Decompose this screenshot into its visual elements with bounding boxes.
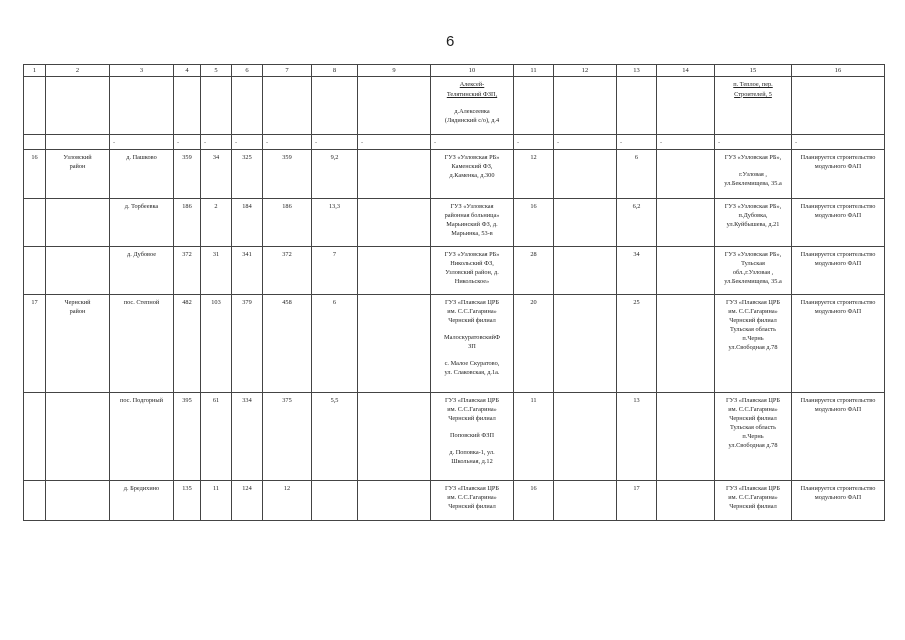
distance-cell: 6 [312, 294, 358, 392]
col7-cell: 458 [263, 294, 312, 392]
cell-line: ГУЗ «Плавская ЦРБ [444, 298, 499, 306]
cell-line: им. С.С.Гагарина» [447, 405, 497, 413]
col14-cell [657, 480, 715, 520]
cell-line: ГУЗ «Плавская ЦРБ [444, 484, 499, 492]
col14-cell [657, 246, 715, 294]
cell-line: ГУЗ «Узловская РБ» [444, 250, 500, 258]
address-cell [715, 480, 792, 520]
district-cell [46, 149, 110, 198]
cell-line: модульного ФАП [814, 211, 862, 219]
facility-cell [431, 480, 514, 520]
cell-line: ул.Беклемищева, 35.а [724, 179, 782, 187]
table-row [24, 198, 885, 246]
facility-cell [431, 294, 514, 392]
dash-cell: - [792, 135, 885, 149]
header-cell: 15 [715, 65, 792, 77]
cell-line: районная больница» [444, 211, 500, 219]
col6-cell: 341 [232, 246, 263, 294]
note-cell [792, 294, 885, 392]
col12-cell [554, 198, 617, 246]
col9-cell [358, 392, 431, 480]
note-cell [792, 198, 885, 246]
address-cell [715, 246, 792, 294]
cell-line: модульного ФАП [814, 259, 862, 267]
cell-line: Планируется строительство [800, 250, 876, 258]
address-line: п. Теплое, пер. [733, 81, 773, 89]
cell-line: ГУЗ «Плавская ЦРБ [444, 396, 499, 404]
col7-cell: 12 [263, 480, 312, 520]
cell-line: п.Дубовка, [738, 211, 768, 219]
col5-cell: 34 [201, 149, 232, 198]
table-row [24, 149, 885, 198]
col11-cell: 16 [514, 480, 554, 520]
cell-line: модульного ФАП [814, 162, 862, 170]
col6-cell: 325 [232, 149, 263, 198]
col12-cell [554, 294, 617, 392]
continuation-row [24, 77, 885, 135]
col7-cell: 359 [263, 149, 312, 198]
header-cell: 11 [514, 65, 554, 77]
col12-cell [554, 392, 617, 480]
facility-line: д.Алексеевка [454, 107, 490, 115]
col11-cell: 20 [514, 294, 554, 392]
dash-cell: - [110, 135, 174, 149]
dash-cell: - [514, 135, 554, 149]
cell-line: им. С.С.Гагарина» [447, 307, 497, 315]
dash-cell: - [715, 135, 792, 149]
dash-cell: - [174, 135, 201, 149]
col5-cell: 103 [201, 294, 232, 392]
header-row [24, 65, 885, 77]
header-cell: 13 [617, 65, 657, 77]
header-cell: 9 [358, 65, 431, 77]
table-row [24, 294, 885, 392]
cell-line: обл.,г.Узловая , [732, 268, 774, 276]
col11-cell: 16 [514, 198, 554, 246]
cell-line: район [69, 307, 86, 315]
cell-line: Никольское» [454, 277, 490, 285]
distance-cell: 7 [312, 246, 358, 294]
col13-cell: 34 [617, 246, 657, 294]
cell-line: ЗП [468, 343, 476, 351]
facility-line: Алексей- [459, 81, 485, 89]
address-cell [715, 392, 792, 480]
settlement-cell: д. Дубовое [110, 246, 174, 294]
cell-line: Чернский филиал [729, 502, 777, 510]
col4-cell: 372 [174, 246, 201, 294]
col12-cell [554, 246, 617, 294]
col5-cell: 31 [201, 246, 232, 294]
cell-line: ГУЗ «Узловская РБ», [724, 250, 782, 258]
cell-line: район [69, 162, 86, 170]
cell-line: Чернский филиал [729, 316, 777, 324]
cell-line: Планируется строительство [800, 484, 876, 492]
row-number-cell [24, 480, 46, 520]
col4-cell: 186 [174, 198, 201, 246]
col11-cell: 12 [514, 149, 554, 198]
col9-cell [358, 246, 431, 294]
settlement-cell: д. Торбеевка [110, 198, 174, 246]
cell-line: модульного ФАП [814, 307, 862, 315]
cell-line: ул.Свободная д.78 [728, 344, 778, 352]
settlement-cell: пос. Степной [110, 294, 174, 392]
facility-cell [431, 198, 514, 246]
col13-cell: 6 [617, 149, 657, 198]
cell-line: Узловский [63, 153, 92, 161]
cell-line: Узловский район, д. [445, 268, 499, 276]
cell-line: Поповский ФЗП [450, 431, 494, 439]
cell-line: ГУЗ «Узловская [450, 202, 494, 210]
facility-line: (Лядинский с/о), д.4 [444, 116, 500, 124]
col12-cell [554, 149, 617, 198]
address-line: Строителей, 5 [734, 90, 772, 98]
col5-cell: 11 [201, 480, 232, 520]
distance-cell: 9,2 [312, 149, 358, 198]
col13-cell: 6,2 [617, 198, 657, 246]
cell-line: МалоскуратовскийФ [444, 333, 500, 341]
address-cell [715, 77, 792, 135]
col6-cell: 124 [232, 480, 263, 520]
cell-line: Тульская область [730, 325, 776, 333]
page-number: 6 [446, 33, 455, 50]
header-cell: 3 [110, 65, 174, 77]
cell-line: им. С.С.Гагарина» [728, 493, 778, 501]
col9-cell [358, 149, 431, 198]
col14-cell [657, 149, 715, 198]
col7-cell: 375 [263, 392, 312, 480]
distance-cell: 13,3 [312, 198, 358, 246]
settlement-cell: д. Пашково [110, 149, 174, 198]
note-cell [792, 246, 885, 294]
cell-line: им. С.С.Гагарина» [447, 493, 497, 501]
dash-cell: - [232, 135, 263, 149]
header-cell: 5 [201, 65, 232, 77]
col14-cell [657, 392, 715, 480]
cell-line: ГУЗ «Узловская РБ» [444, 153, 500, 161]
col11-cell: 28 [514, 246, 554, 294]
cell-line: п.Чернь [742, 335, 764, 343]
cell-line: модульного ФАП [814, 405, 862, 413]
cell-line: ул.Беклемищева, 35.а [724, 277, 782, 285]
dash-cell: - [554, 135, 617, 149]
cell-line: им. С.С.Гагарина» [728, 307, 778, 315]
distance-cell: 5,5 [312, 392, 358, 480]
cell-line: Тульская область [730, 423, 776, 431]
cell-line: г.Узловая , [739, 170, 767, 178]
col6-cell: 334 [232, 392, 263, 480]
col13-cell: 17 [617, 480, 657, 520]
col5-cell: 61 [201, 392, 232, 480]
settlement-cell: д. Бредихино [110, 480, 174, 520]
district-cell [46, 294, 110, 392]
table-row [24, 392, 885, 480]
cell-line: Чернский [64, 298, 91, 306]
cell-line: п.Чернь [742, 433, 764, 441]
cell-line: Планируется строительство [800, 153, 876, 161]
col14-cell [657, 294, 715, 392]
cell-line: д.Каменка, д.300 [449, 171, 495, 179]
cell-line: ГУЗ «Узловская РБ», [724, 153, 782, 161]
dash-row [24, 135, 885, 149]
header-cell: 7 [263, 65, 312, 77]
facility-cell [431, 392, 514, 480]
cell-line: с. Малое Скуратово, [444, 360, 500, 368]
row-number-cell [24, 392, 46, 480]
note-cell [792, 149, 885, 198]
cell-line: Марьинка, 53-в [451, 229, 493, 237]
row-number-cell: 16 [24, 149, 46, 198]
district-cell [46, 198, 110, 246]
col13-cell: 13 [617, 392, 657, 480]
row-number-cell [24, 246, 46, 294]
table-row [24, 480, 885, 520]
address-cell [715, 149, 792, 198]
district-cell [46, 480, 110, 520]
cell-line: Планируется строительство [800, 202, 876, 210]
cell-line: Школьная, д.12 [451, 458, 493, 466]
col14-cell [657, 198, 715, 246]
dash-cell: - [617, 135, 657, 149]
header-cell: 12 [554, 65, 617, 77]
distance-cell [312, 480, 358, 520]
cell-line: Тульская [741, 259, 765, 267]
cell-line: Чернский филиал [448, 502, 496, 510]
cell-line: модульного ФАП [814, 493, 862, 501]
facility-cell [431, 77, 514, 135]
col4-cell: 395 [174, 392, 201, 480]
dash-cell: - [201, 135, 232, 149]
facility-cell [431, 246, 514, 294]
dash-cell: - [312, 135, 358, 149]
address-cell [715, 198, 792, 246]
col9-cell [358, 198, 431, 246]
col9-cell [358, 480, 431, 520]
facility-line: Телятинский ФЗП, [446, 90, 498, 98]
cell-line: д. Поповка-1, ул. [449, 449, 495, 457]
settlement-cell: пос. Подгорный [110, 392, 174, 480]
cell-line: Чернский филиал [448, 316, 496, 324]
col13-cell: 25 [617, 294, 657, 392]
dash-cell: - [358, 135, 431, 149]
dash-cell: - [431, 135, 514, 149]
col5-cell: 2 [201, 198, 232, 246]
district-cell [46, 246, 110, 294]
cell-line: ГУЗ «Плавская ЦРБ [725, 298, 780, 306]
header-cell: 16 [792, 65, 885, 77]
cell-line: Чернский филиал [448, 414, 496, 422]
dash-cell: - [657, 135, 715, 149]
col4-cell: 359 [174, 149, 201, 198]
header-cell: 6 [232, 65, 263, 77]
col12-cell [554, 480, 617, 520]
address-cell [715, 294, 792, 392]
col6-cell: 184 [232, 198, 263, 246]
cell-line: ул.Куйбышева, д.21 [726, 220, 780, 228]
col7-cell: 372 [263, 246, 312, 294]
data-table [23, 64, 885, 521]
cell-line: ГУЗ «Узловская РБ», [724, 202, 782, 210]
col11-cell: 11 [514, 392, 554, 480]
dash-cell: - [263, 135, 312, 149]
row-number-cell [24, 198, 46, 246]
col4-cell: 135 [174, 480, 201, 520]
header-cell: 14 [657, 65, 715, 77]
header-cell: 2 [46, 65, 110, 77]
facility-cell [431, 149, 514, 198]
cell-line: Никольский ФЗ, [450, 259, 494, 267]
district-cell [46, 392, 110, 480]
cell-line: Планируется строительство [800, 396, 876, 404]
col6-cell: 379 [232, 294, 263, 392]
table-row [24, 246, 885, 294]
header-cell: 8 [312, 65, 358, 77]
header-cell: 10 [431, 65, 514, 77]
note-cell [792, 392, 885, 480]
header-cell: 1 [24, 65, 46, 77]
col7-cell: 186 [263, 198, 312, 246]
cell-line: ГУЗ «Плавская ЦРБ [725, 396, 780, 404]
cell-line: ГУЗ «Плавская ЦРБ [725, 484, 780, 492]
cell-line: ул.Свободная д.78 [728, 442, 778, 450]
row-number-cell: 17 [24, 294, 46, 392]
cell-line: Каменский ФЗ, [451, 162, 493, 170]
note-cell [792, 480, 885, 520]
cell-line: им. С.С.Гагарина» [728, 405, 778, 413]
cell-line: Планируется строительство [800, 298, 876, 306]
cell-line: ул. Слаковская, д.1а. [444, 369, 500, 377]
col9-cell [358, 294, 431, 392]
header-cell: 4 [174, 65, 201, 77]
cell-line: Марьинский ФЗ, д. [446, 220, 498, 228]
cell-line: Чернский филиал [729, 414, 777, 422]
col4-cell: 482 [174, 294, 201, 392]
